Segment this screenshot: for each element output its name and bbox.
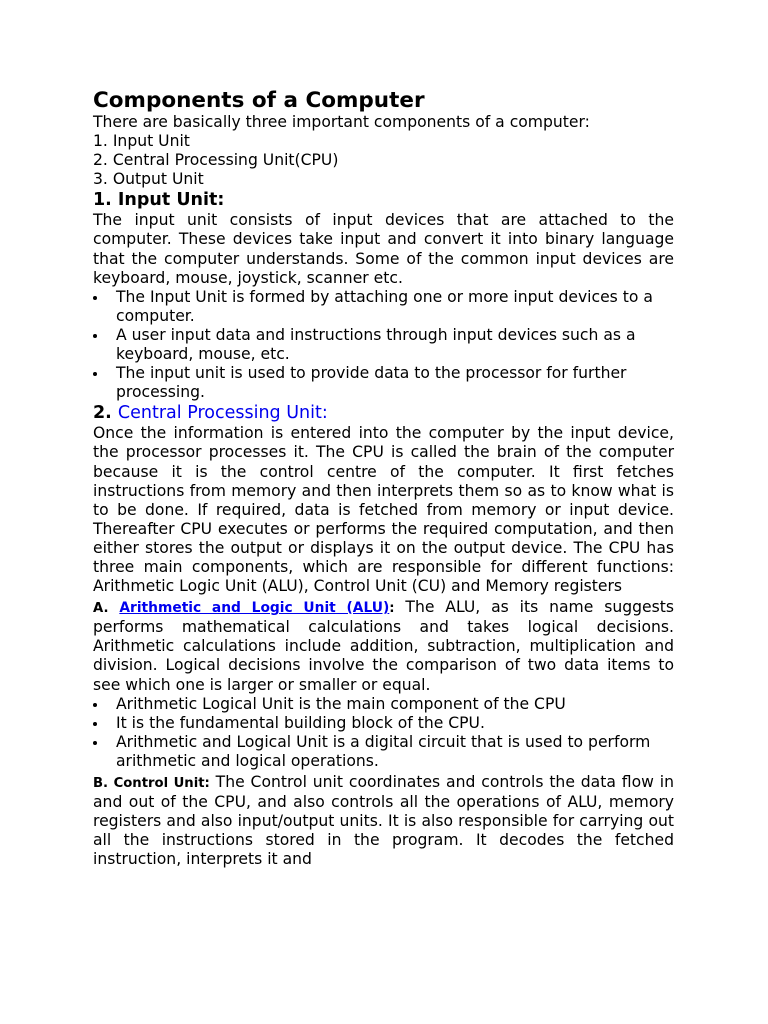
page-title: Components of a Computer xyxy=(93,88,425,113)
input-unit-heading: 1. Input Unit: xyxy=(93,190,225,211)
alu-body: The ALU, as its name suggests performs mathematical calculations and takes logical decisions. Arithmetic calculations include addition, subtraction, multiplication and division. Logical decisions involve the comparison of two data items to see which one is larger or smaller or equal. xyxy=(93,598,674,694)
control-unit-paragraph xyxy=(93,773,674,869)
alu-link[interactable]: Arithmetic and Logic Unit (ALU) xyxy=(119,600,390,617)
list-item: The input unit is used to provide data to the processor for further processing. xyxy=(93,364,674,402)
alu-bullet-list xyxy=(93,695,674,771)
control-unit-body: The Control unit coordinates and controls the data flow in and out of the CPU, and also controls all the operations of ALU, memory registers and also input/output units. It is also responsible for carrying out all the instructions stored in the program. It decodes the fetched instruction, interprets it and xyxy=(93,773,674,869)
alu-label: A. xyxy=(93,601,109,617)
component-item-1: 1. Input Unit xyxy=(93,132,190,151)
list-item: The Input Unit is formed by attaching one or more input devices to a computer. xyxy=(93,288,674,326)
alu-paragraph xyxy=(93,598,674,694)
control-unit-label: B. Control Unit: xyxy=(93,776,210,791)
list-item: A user input data and instructions through input devices such as a keyboard, mouse, etc. xyxy=(93,326,674,364)
component-item-2: 2. Central Processing Unit(CPU) xyxy=(93,151,339,170)
intro-text: There are basically three important components of a computer: xyxy=(93,113,590,131)
list-item: Arithmetic and Logical Unit is a digital circuit that is used to perform arithmetic and logical operations. xyxy=(93,733,674,771)
input-unit-bullet-list xyxy=(93,288,674,403)
alu-colon: : xyxy=(389,601,395,617)
cpu-body: Once the information is entered into the computer by the input device, the processor processes it. The CPU is called the brain of the computer because it is the control centre of the computer. It first fetches instructions from memory and then interprets them so as to know what is to be done. If required, data is fetched from memory or input device. Thereafter CPU executes or performs the required computation, and then either stores the output or displays it on the output device. The CPU has three main components, which are responsible for different functions: Arithmetic Logic Unit (ALU), Control Unit (CU) and Memory registers xyxy=(93,424,674,596)
cpu-heading xyxy=(93,403,674,424)
cpu-heading-link[interactable]: Central Processing Unit: xyxy=(117,403,328,424)
list-item: Arithmetic Logical Unit is the main component of the CPU xyxy=(93,695,674,714)
input-unit-body: The input unit consists of input devices that are attached to the computer. These devices take input and convert it into binary language that the computer understands. Some of the common input devices are keyboard, mouse, joystick, scanner etc. xyxy=(93,211,674,287)
component-item-3: 3. Output Unit xyxy=(93,170,204,189)
list-item: It is the fundamental building block of the CPU. xyxy=(93,714,674,733)
cpu-heading-number: 2. xyxy=(93,403,112,424)
